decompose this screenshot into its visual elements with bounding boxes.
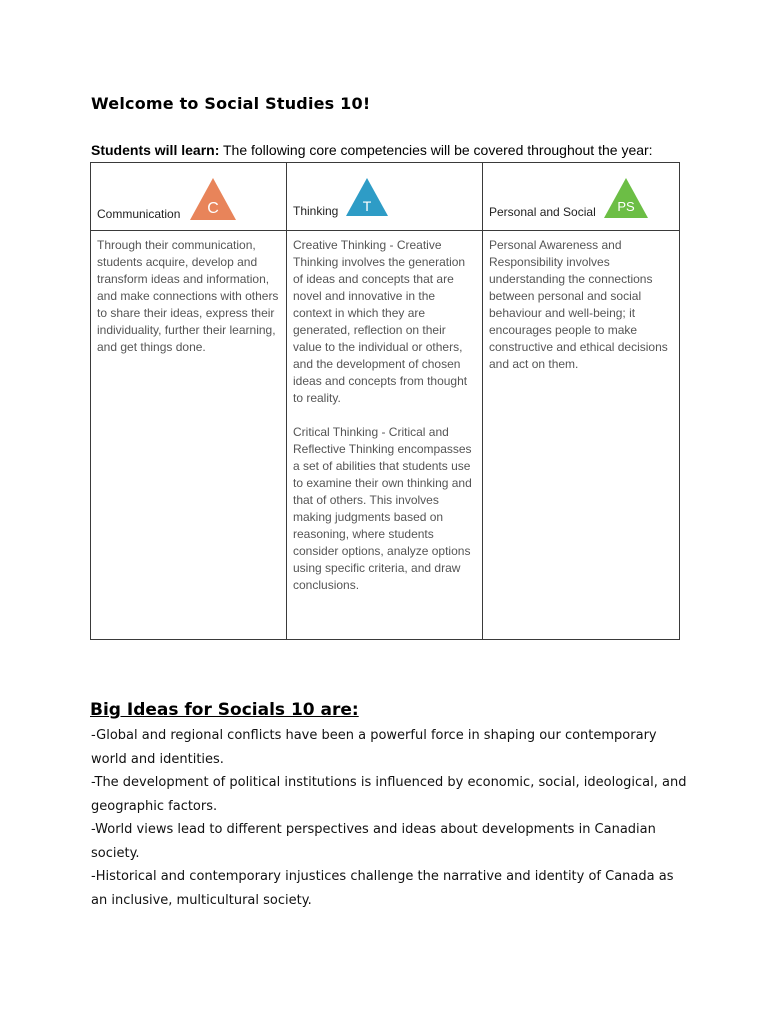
- thinking-description-cell: [287, 231, 483, 640]
- header-cell-communication: [91, 163, 287, 231]
- big-idea-item: -World views lead to different perspectives and ideas about developments in Canadian society.: [91, 822, 656, 861]
- page-title: Welcome to Social Studies 10!: [91, 94, 371, 113]
- intro-line: [91, 142, 653, 158]
- thinking-triangle-icon: [345, 177, 389, 217]
- header-cell-thinking: [287, 163, 483, 231]
- intro-text: The following core competencies will be covered throughout the year:: [219, 142, 653, 158]
- competencies-table: [90, 162, 680, 640]
- personal-social-description: Personal Awareness and Responsibility involves understanding the connections between personal and social behaviour and well-being; it encourages people to make constructive and ethical decisions and act on them.: [489, 238, 668, 371]
- big-idea-item: -Global and regional conflicts have been a powerful force in shaping our contemporary world and identities.: [91, 728, 657, 767]
- critical-thinking-description: Critical Thinking - Critical and Reflective Thinking encompasses a set of abilities that students use to examine their own thinking and that of others. This involves making judgments based on reasoning, where students consider options, analyze options using specific criteria, and draw conclusions.: [293, 425, 472, 592]
- thinking-label: Thinking: [293, 204, 339, 218]
- communication-description: Through their communication, students acquire, develop and transform ideas and information, and make connections with others to share their ideas, express their individuality, further their learning, and get things done.: [97, 238, 279, 354]
- competencies-body-row: [91, 231, 680, 640]
- personal-social-label: Personal and Social: [489, 205, 596, 219]
- communication-description-cell: [91, 231, 287, 640]
- intro-bold-label: Students will learn:: [91, 142, 220, 158]
- competencies-header-row: [91, 163, 680, 231]
- personal-social-badge-letters: PS: [617, 199, 635, 214]
- communication-label: Communication: [97, 207, 181, 221]
- big-ideas-list: [91, 724, 691, 912]
- personal-social-description-cell: [483, 231, 680, 640]
- communication-triangle-icon: [189, 177, 237, 221]
- big-idea-item: -Historical and contemporary injustices challenge the narrative and identity of Canada as an inclusive, multicultural society.: [91, 869, 674, 908]
- big-idea-item: -The development of political institutions is influenced by economic, social, ideological, and geographic factors.: [91, 775, 687, 814]
- communication-badge-letter: C: [207, 200, 219, 217]
- personal-social-triangle-icon: [603, 177, 649, 219]
- thinking-badge-letter: T: [362, 198, 372, 214]
- creative-thinking-description: Creative Thinking - Creative Thinking involves the generation of ideas and concepts that are novel and innovative in the context in which they are generated, reflection on their value to the individual or others, and the development of chosen ideas and concepts from thought to reality.: [293, 238, 468, 405]
- big-ideas-title: Big Ideas for Socials 10 are:: [90, 700, 359, 720]
- header-cell-personal-social: [483, 163, 680, 231]
